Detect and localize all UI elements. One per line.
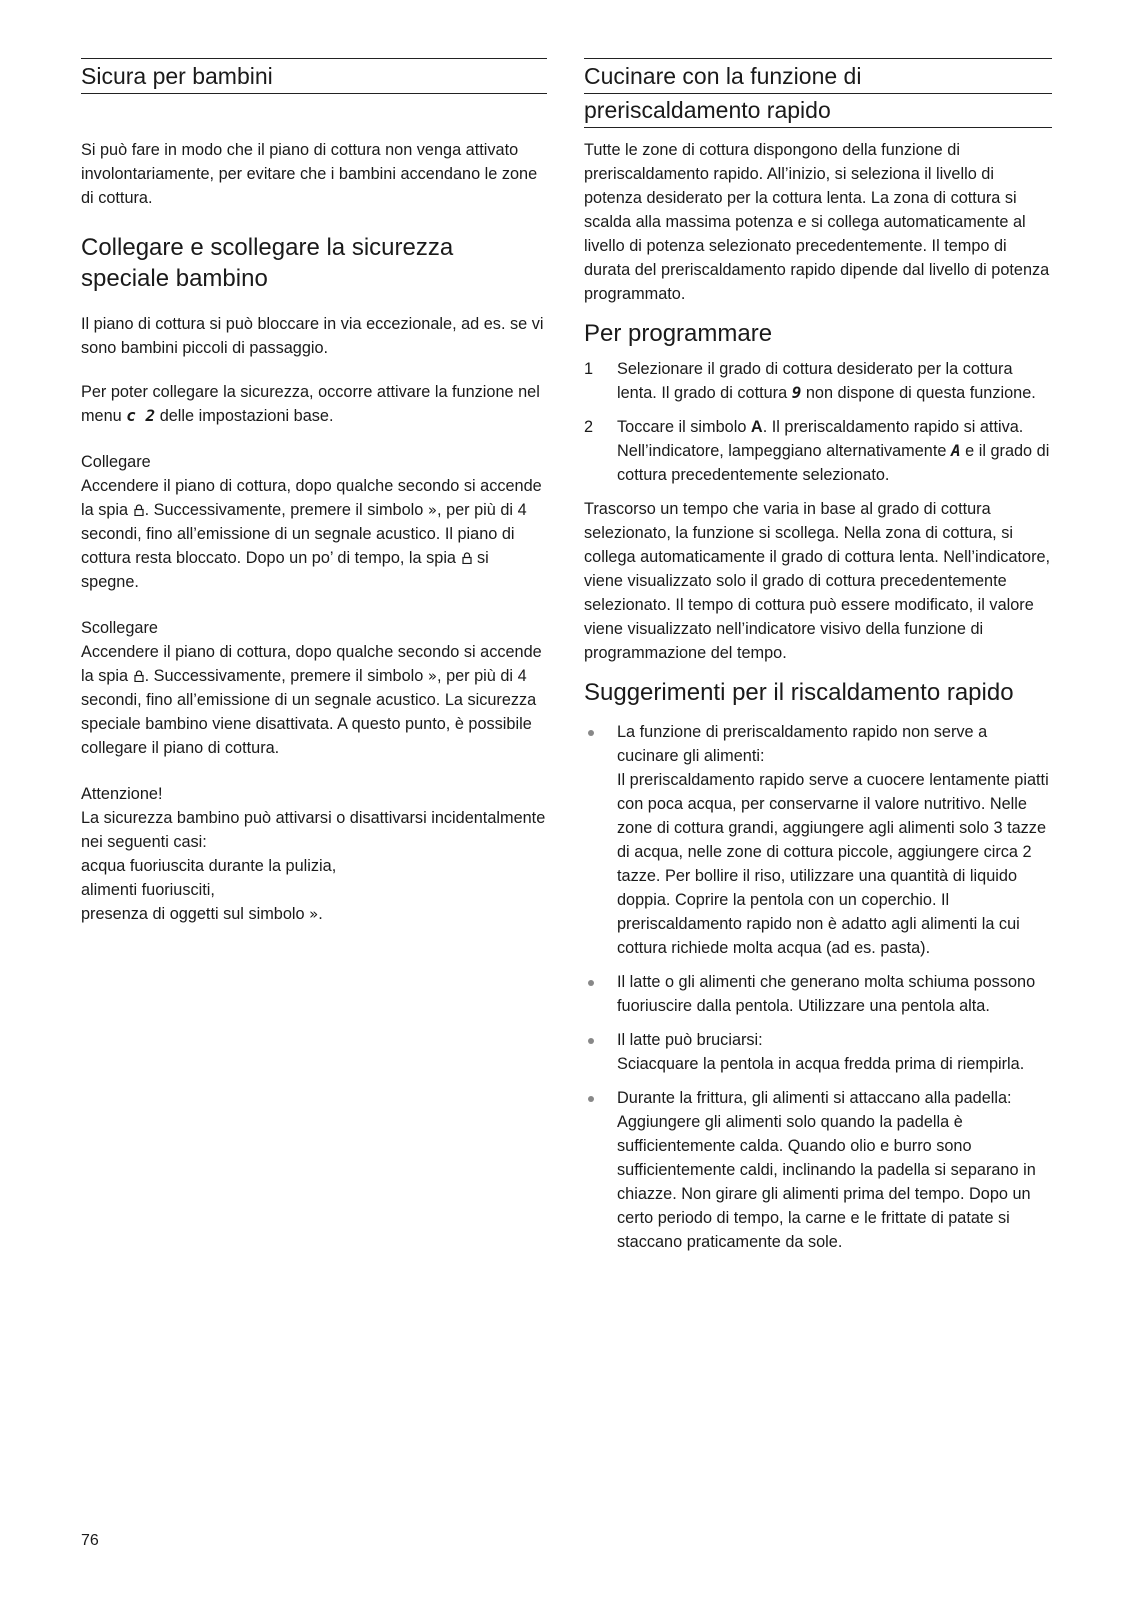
- step-item: [584, 357, 1052, 405]
- text: Accendere il piano di cottura, dopo qualche secondo si accende la spia: [81, 643, 542, 685]
- left-column: [81, 58, 547, 926]
- text: e il grado di cottura precedentemente selezionato.: [617, 442, 1050, 484]
- text: presenza di oggetti sul simbolo: [81, 905, 310, 923]
- lock-icon: [134, 504, 144, 516]
- tip-item: [584, 1086, 1052, 1254]
- intro-paragraph: Tutte le zone di cottura dispongono della funzione di preriscaldamento rapido. All’inizio, si seleziona il livello di potenza desiderato per la cottura lenta. La zona di cottura si scalda alla massima potenza e si collega automaticamente al livello di potenza selezionato precedentemente. Il tempo di durata del preriscaldamento rapido dipende dal livello di potenza programmato.: [584, 141, 1050, 303]
- text: . Successivamente, premere il simbolo: [144, 501, 428, 519]
- text: Aggiungere gli alimenti solo quando la padella è sufficientemente calda. Quando olio e burro sono sufficientemente caldi, inclinando la padella si separano in chiazze. Non girare gli alimenti prima del tempo. Dopo un certo periodo di tempo, la carne e le frittate di patate si staccano praticamente da sole.: [617, 1113, 1036, 1251]
- right-column: [584, 58, 1052, 1254]
- text: Sciacquare la pentola in acqua fredda prima di riempirla.: [617, 1055, 1025, 1073]
- text: , per più di 4 secondi, fino all’emissione di un segnale acustico. Il piano di cottura resta bloccato. Dopo un po’ di tempo, la spia: [81, 501, 527, 567]
- segment-9-symbol: 9: [791, 383, 802, 402]
- text: La funzione di preriscaldamento rapido non serve a cucinare gli alimenti:: [617, 723, 988, 765]
- title-line: Cucinare con la funzione di: [584, 61, 1052, 94]
- subheading-scollegare: Scollegare: [81, 619, 158, 637]
- text: . Successivamente, premere il simbolo: [144, 667, 428, 685]
- paragraph-collegare: [81, 474, 547, 594]
- bullet-icon: [588, 980, 594, 986]
- heading-tips: Suggerimenti per il riscaldamento rapido: [584, 679, 1014, 706]
- segment-a-symbol: A: [950, 441, 961, 460]
- steps-list: [584, 357, 1052, 487]
- text: acqua fuoriuscita durante la pulizia,: [81, 857, 337, 875]
- paragraph-after-steps: Trascorso un tempo che varia in base al grado di cottura selezionato, la funzione si scollega. Nella zona di cottura, si collega automaticamente il grado di cottura lenta. Nell’indicatore, viene visualizzato solo il grado di cottura precedentemente selezionato. Il tempo di cottura può essere modificato, il valore viene visualizzato nell’indicatore visivo della funzione di programmazione del tempo.: [584, 500, 1051, 662]
- section-title-quick-preheat: [584, 58, 1052, 128]
- text: si spegne.: [81, 549, 489, 591]
- step-number: 2: [584, 418, 594, 436]
- paragraph-attenzione: [81, 806, 547, 926]
- paragraph-scollegare: [81, 640, 547, 760]
- paragraph-activate-menu: [81, 380, 547, 428]
- text: Per poter collegare la sicurezza, occorre attivare la funzione nel menu: [81, 383, 540, 425]
- text: La sicurezza bambino può attivarsi o disattivarsi incidentalmente nei seguenti casi:: [81, 809, 546, 851]
- tip-item: [584, 720, 1052, 960]
- tips-list: [584, 720, 1052, 1254]
- text: .: [318, 905, 323, 923]
- chevron-double-icon: »: [427, 501, 438, 519]
- text: . Il preriscaldamento rapido si attiva. Nell’indicatore, lampeggiano alternativamente: [617, 418, 1024, 460]
- menu-c2-symbol: c 2: [126, 406, 156, 425]
- intro-paragraph: Si può fare in modo che il piano di cottura non venga attivato involontariamente, per evitare che i bambini accendano le zone di cottura.: [81, 141, 538, 207]
- tip-item: [584, 970, 1052, 1018]
- text: non dispone di questa funzione.: [801, 384, 1036, 402]
- paragraph-lock-exception: Il piano di cottura si può bloccare in via eccezionale, ad es. se vi sono bambini piccoli di passaggio.: [81, 315, 544, 357]
- heading-per-programmare: Per programmare: [584, 320, 773, 347]
- page-number: 76: [81, 1532, 99, 1549]
- subheading-collegare: Collegare: [81, 453, 151, 471]
- step-number: 1: [584, 360, 594, 378]
- section-title-child-lock: Sicura per bambini: [81, 58, 547, 94]
- symbol-a: A: [750, 418, 763, 436]
- chevron-double-icon: »: [309, 905, 319, 923]
- text: alimenti fuoriusciti,: [81, 881, 215, 899]
- step-item: [584, 415, 1052, 487]
- bullet-icon: [588, 1038, 594, 1044]
- text: Toccare il simbolo: [617, 418, 751, 436]
- heading-child-safety: Collegare e scollegare la sicurezza speciale bambino: [81, 234, 454, 292]
- text: Durante la frittura, gli alimenti si attaccano alla padella:: [617, 1089, 1012, 1107]
- text: Il latte può bruciarsi:: [617, 1031, 763, 1049]
- title-line: preriscaldamento rapido: [584, 97, 831, 123]
- text: Accendere il piano di cottura, dopo qualche secondo si accende la spia: [81, 477, 542, 519]
- chevron-double-icon: »: [427, 667, 438, 685]
- lock-icon: [462, 552, 472, 564]
- bullet-icon: [588, 1096, 594, 1102]
- text: delle impostazioni base.: [155, 407, 334, 425]
- text: Selezionare il grado di cottura desiderato per la cottura lenta. Il grado di cottura: [617, 360, 1013, 402]
- lock-icon: [134, 670, 144, 682]
- tip-item: [584, 1028, 1052, 1076]
- subheading-attenzione: Attenzione!: [81, 785, 163, 803]
- text: , per più di 4 secondi, fino all’emissione di un segnale acustico. La sicurezza speciale bambino viene disattivata. A questo punto, è possibile collegare il piano di cottura.: [81, 667, 537, 757]
- text: Il preriscaldamento rapido serve a cuocere lentamente piatti con poca acqua, per conservarne il valore nutritivo. Nelle zone di cottura grandi, aggiungere agli alimenti solo 3 tazze di acqua, nelle zone di cottura piccole, aggiungere circa 2 tazze. Per bollire il riso, utilizzare una quantità di liquido doppia. Coprire la pentola con un coperchio. Il preriscaldamento rapido non è adatto agli alimenti la cui cottura richiede molta acqua (ad es. pasta).: [617, 771, 1049, 957]
- bullet-icon: [588, 730, 594, 736]
- text: Il latte o gli alimenti che generano molta schiuma possono fuoriuscire dalla pentola. Utilizzare una pentola alta.: [617, 973, 1036, 1015]
